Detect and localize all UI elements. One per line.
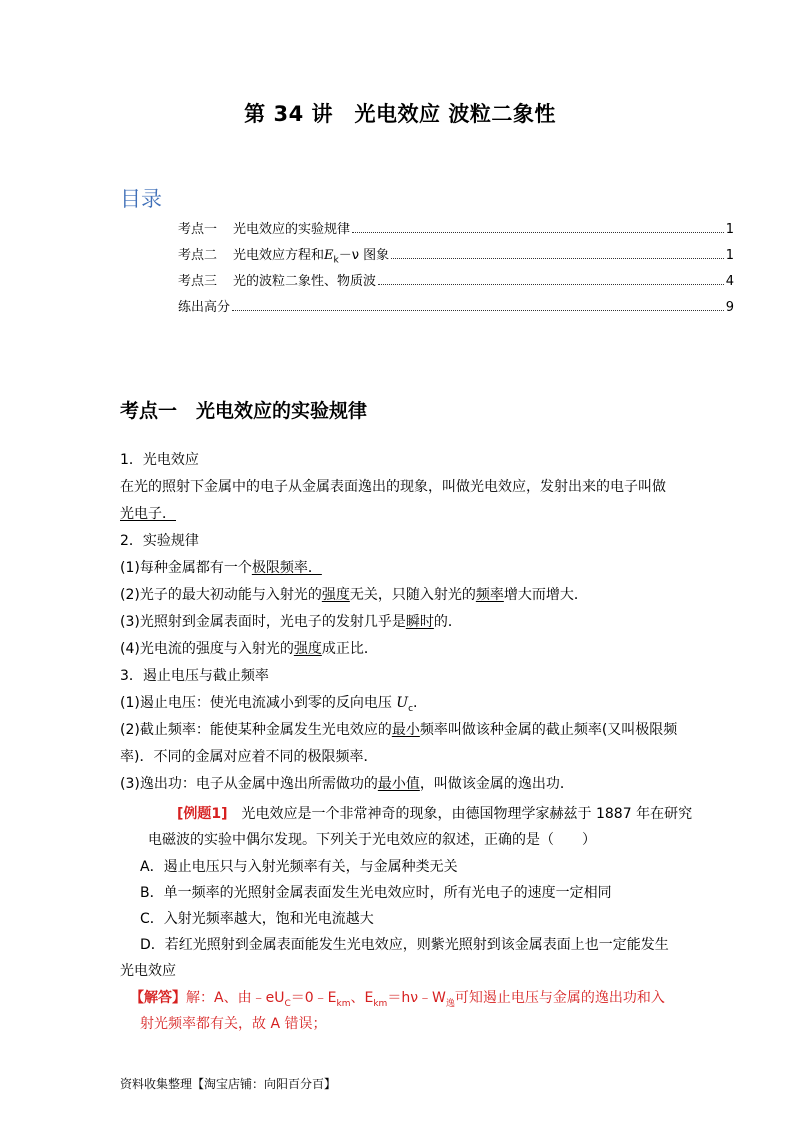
toc-item-2[interactable] bbox=[178, 244, 734, 264]
toc-item-page: 1 bbox=[725, 248, 734, 263]
example-question-cont: 电磁波的实验中偶尔发现。下列关于光电效应的叙述，正确的是（ ） bbox=[148, 832, 596, 848]
option-d: D．若红光照射到金属表面能发生光电效应，则紫光照射到该金属表面上也一定能发生 bbox=[140, 937, 669, 953]
subheading-stopping: 3．遏止电压与截止频率 bbox=[120, 668, 269, 684]
stopping-2: (2)截止频率：能使某种金属发生光电效应的最小频率叫做该种金属的截止频率(又叫极限频 bbox=[120, 722, 678, 738]
option-d-cont: 光电效应 bbox=[120, 963, 176, 979]
option-c: C．入射光频率越大，饱和光电流越大 bbox=[140, 911, 374, 927]
toc-item-page: 4 bbox=[725, 274, 734, 289]
toc-item-label: 考点二 bbox=[178, 248, 218, 263]
subheading-rules: 2．实验规律 bbox=[120, 533, 199, 549]
footer-text: 资料收集整理【淘宝店铺：向阳百分百】 bbox=[120, 1077, 337, 1091]
paragraph-definition-cont: 光电子． bbox=[120, 506, 176, 522]
stopping-2-cont: 率)．不同的金属对应着不同的极限频率． bbox=[120, 749, 378, 765]
rule-4: (4)光电流的强度与入射光的强度成正比． bbox=[120, 641, 378, 657]
stopping-3: (3)逸出功：电子从金属中逸出所需做功的最小值，叫做该金属的逸出功． bbox=[120, 776, 574, 792]
section-heading: 考点一 光电效应的实验规律 bbox=[120, 400, 368, 422]
toc-leader bbox=[391, 258, 724, 259]
toc-item-label: 练出高分 bbox=[178, 300, 231, 315]
rule-1: (1)每种金属都有一个极限频率． bbox=[120, 560, 322, 576]
example-label: [例题1] bbox=[177, 806, 228, 822]
option-b: B．单一频率的光照射金属表面发生光电效应时，所有光电子的速度一定相同 bbox=[140, 885, 612, 901]
toc-item-text: 光电效应方程和$E_k-\nu$ 图象 bbox=[233, 248, 390, 266]
stopping-1: (1)遏止电压：使光电流减小到零的反向电压 $U_c$. bbox=[120, 695, 418, 714]
toc-leader bbox=[232, 310, 724, 311]
example-question: [例题1] 光电效应是一个非常神奇的现象，由德国物理学家赫兹于 1887 年在研究 bbox=[177, 806, 693, 822]
rule-2: (2)光子的最大初动能与入射光的强度无关，只随入射光的频率增大而增大． bbox=[120, 587, 588, 603]
toc-item-label: 考点三 bbox=[178, 274, 218, 289]
rule-3: (3)光照射到金属表面时，光电子的发射几乎是瞬时的． bbox=[120, 614, 462, 630]
page-title: 第 34 讲 光电效应 波粒二象性 bbox=[244, 102, 556, 126]
toc-item-text: 光的波粒二象性、物质波 bbox=[233, 274, 377, 289]
toc-item-text: 光电效应的实验规律 bbox=[233, 222, 351, 237]
toc-item-page: 1 bbox=[725, 222, 734, 237]
paragraph-definition: 在光的照射下金属中的电子从金属表面逸出的现象，叫做光电效应，发射出来的电子叫做 bbox=[120, 479, 666, 495]
option-a: A．遏止电压只与入射光频率有关，与金属种类无关 bbox=[140, 859, 458, 875]
toc-leader bbox=[352, 232, 724, 233]
subheading-photoelectric: 1．光电效应 bbox=[120, 452, 199, 468]
toc-leader bbox=[378, 284, 724, 285]
toc-item-label: 考点一 bbox=[178, 222, 218, 237]
toc-item-page: 9 bbox=[725, 300, 734, 315]
toc-item-3[interactable] bbox=[178, 270, 734, 290]
toc-heading: 目录 bbox=[120, 187, 162, 211]
answer: 【解答】解：A、由$﹣eU_C=0﹣E_{km}$、$E_{km}=h\nu﹣W_逸$可知遏止电压与金属的逸出功和入 bbox=[130, 990, 665, 1009]
answer-cont: 射光频率都有关，故 A 错误； bbox=[140, 1016, 327, 1032]
toc-item-1[interactable] bbox=[178, 218, 734, 238]
toc-item-4[interactable] bbox=[178, 296, 734, 316]
